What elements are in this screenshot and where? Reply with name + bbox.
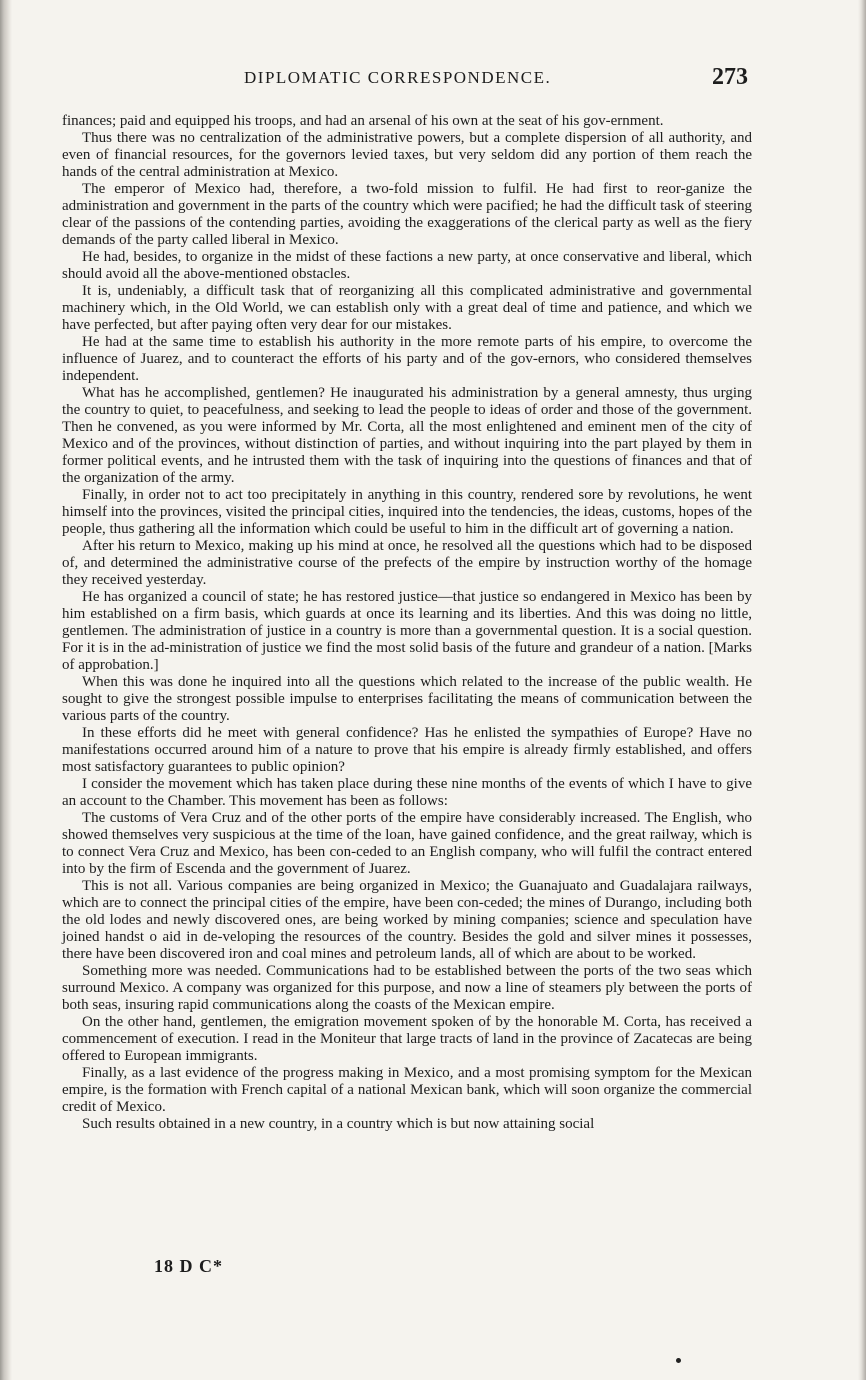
paragraph: Thus there was no centralization of the administrative powers, but a complete dispersion of all authority, and even of financial resources, for the governors levied taxes, but very seldom did any portion of them reach the hands of the central administration at Mexico. bbox=[62, 130, 752, 180]
page-header bbox=[62, 64, 752, 94]
paragraph: He had, besides, to organize in the midst of these factions a new party, at once conservative and liberal, which should avoid all the above-mentioned obstacles. bbox=[62, 249, 752, 282]
paragraph: This is not all. Various companies are being organized in Mexico; the Guanajuato and Guadalajara railways, which are to connect the principal cities of the empire, have been con-ceded; the mines of Durango, including both the old lodes and newly discovered ones, are being worked by mining companies; science and speculation have joined handst o aid in de-veloping the resources of the country. Besides the gold and silver mines it possesses, there have been discovered iron and coal mines and petroleum lands, all of which are about to be worked. bbox=[62, 878, 752, 962]
signature-mark: 18 D C* bbox=[154, 1256, 223, 1276]
paragraph: When this was done he inquired into all the questions which related to the increase of the public wealth. He sought to give the strongest possible impulse to enterprises facilitating the means of communication between the various parts of the country. bbox=[62, 674, 752, 724]
page-edge-left bbox=[0, 0, 12, 1380]
page-edge-right bbox=[858, 0, 866, 1380]
paragraph: finances; paid and equipped his troops, and had an arsenal of his own at the seat of his gov-ernment. bbox=[62, 113, 664, 129]
ink-dot bbox=[676, 1358, 681, 1363]
paragraph: I consider the movement which has taken place during these nine months of the events of which I have to give an account to the Chamber. This movement has been as follows: bbox=[62, 776, 752, 809]
paragraph: After his return to Mexico, making up his mind at once, he resolved all the questions which had to be disposed of, and determined the administrative course of the prefects of the empire by instruction worthy of the homage they received yesterday. bbox=[62, 538, 752, 588]
body-text bbox=[62, 113, 752, 1133]
paragraph: The customs of Vera Cruz and of the other ports of the empire have considerably increased. The English, who showed themselves very suspicious at the time of the loan, have gained confidence, and the great railway, which is to connect Vera Cruz and Mexico, has been con-ceded to an English company, who will fulfil the contract entered into by the firm of Escenda and the government of Juarez. bbox=[62, 810, 752, 877]
running-head: DIPLOMATIC CORRESPONDENCE. bbox=[244, 68, 552, 87]
paragraph: Finally, as a last evidence of the progress making in Mexico, and a most promising symptom for the Mexican empire, is the formation with French capital of a national Mexican bank, which will soon organize the commercial credit of Mexico. bbox=[62, 1065, 752, 1115]
paragraph: On the other hand, gentlemen, the emigration movement spoken of by the honorable M. Corta, has received a commencement of execution. I read in the Moniteur that large tracts of land in the province of Zacatecas are being offered to European immigrants. bbox=[62, 1014, 752, 1064]
paragraph: Something more was needed. Communications had to be established between the ports of the two seas which surround Mexico. A company was organized for this purpose, and now a line of steamers ply between the ports of both seas, insuring rapid communications along the coasts of the Mexican empire. bbox=[62, 963, 752, 1013]
page-number: 273 bbox=[712, 64, 748, 90]
paragraph: He has organized a council of state; he has restored justice—that justice so endangered in Mexico has been by him established on a firm basis, which guards at once its learning and its liberties. And this was doing no little, gentlemen. The administration of justice in a country is more than a governmental question. It is a social question. For it is in the ad-ministration of justice we find the most solid basis of the future and grandeur of a nation. [Marks of approbation.] bbox=[62, 589, 752, 673]
paragraph: Such results obtained in a new country, in a country which is but now attaining social bbox=[82, 1116, 595, 1132]
paragraph: What has he accomplished, gentlemen? He inaugurated his administration by a general amnesty, thus urging the country to quiet, to peacefulness, and seeking to lead the people to ideas of order and those of the government. Then he convened, as you were informed by Mr. Corta, all the most enlightened and eminent men of the city of Mexico and of the provinces, without distinction of parties, and without inquiring into the part played by them in former political events, and he intrusted them with the task of inquiring into the questions of finances and that of the organization of the army. bbox=[62, 385, 752, 486]
paragraph: He had at the same time to establish his authority in the more remote parts of his empire, to overcome the influence of Juarez, and to counteract the efforts of his party and of the gov-ernors, who considered themselves independent. bbox=[62, 334, 752, 384]
paragraph: It is, undeniably, a difficult task that of reorganizing all this complicated administrative and governmental machinery which, in the Old World, we can establish only with a great deal of time and patience, and which we have perfected, but after paying often very dear for our mistakes. bbox=[62, 283, 752, 333]
paragraph: Finally, in order not to act too precipitately in anything in this country, rendered sore by revolutions, he went himself into the provinces, visited the principal cities, inquired into the tendencies, the ideas, customs, hopes of the people, thus gathering all the information which could be useful to him in the difficult art of governing a nation. bbox=[62, 487, 752, 537]
paragraph: In these efforts did he meet with general confidence? Has he enlisted the sympathies of Europe? Have no manifestations occurred around him of a nature to prove that his empire is already firmly established, and offers most satisfactory guarantees to public opinion? bbox=[62, 725, 752, 775]
paragraph: The emperor of Mexico had, therefore, a two-fold mission to fulfil. He had first to reor-ganize the administration and government in the parts of the country which were pacified; he had the difficult task of steering clear of the passions of the contending parties, avoiding the exaggerations of the clerical party as well as the fiery demands of the party called liberal in Mexico. bbox=[62, 181, 752, 248]
